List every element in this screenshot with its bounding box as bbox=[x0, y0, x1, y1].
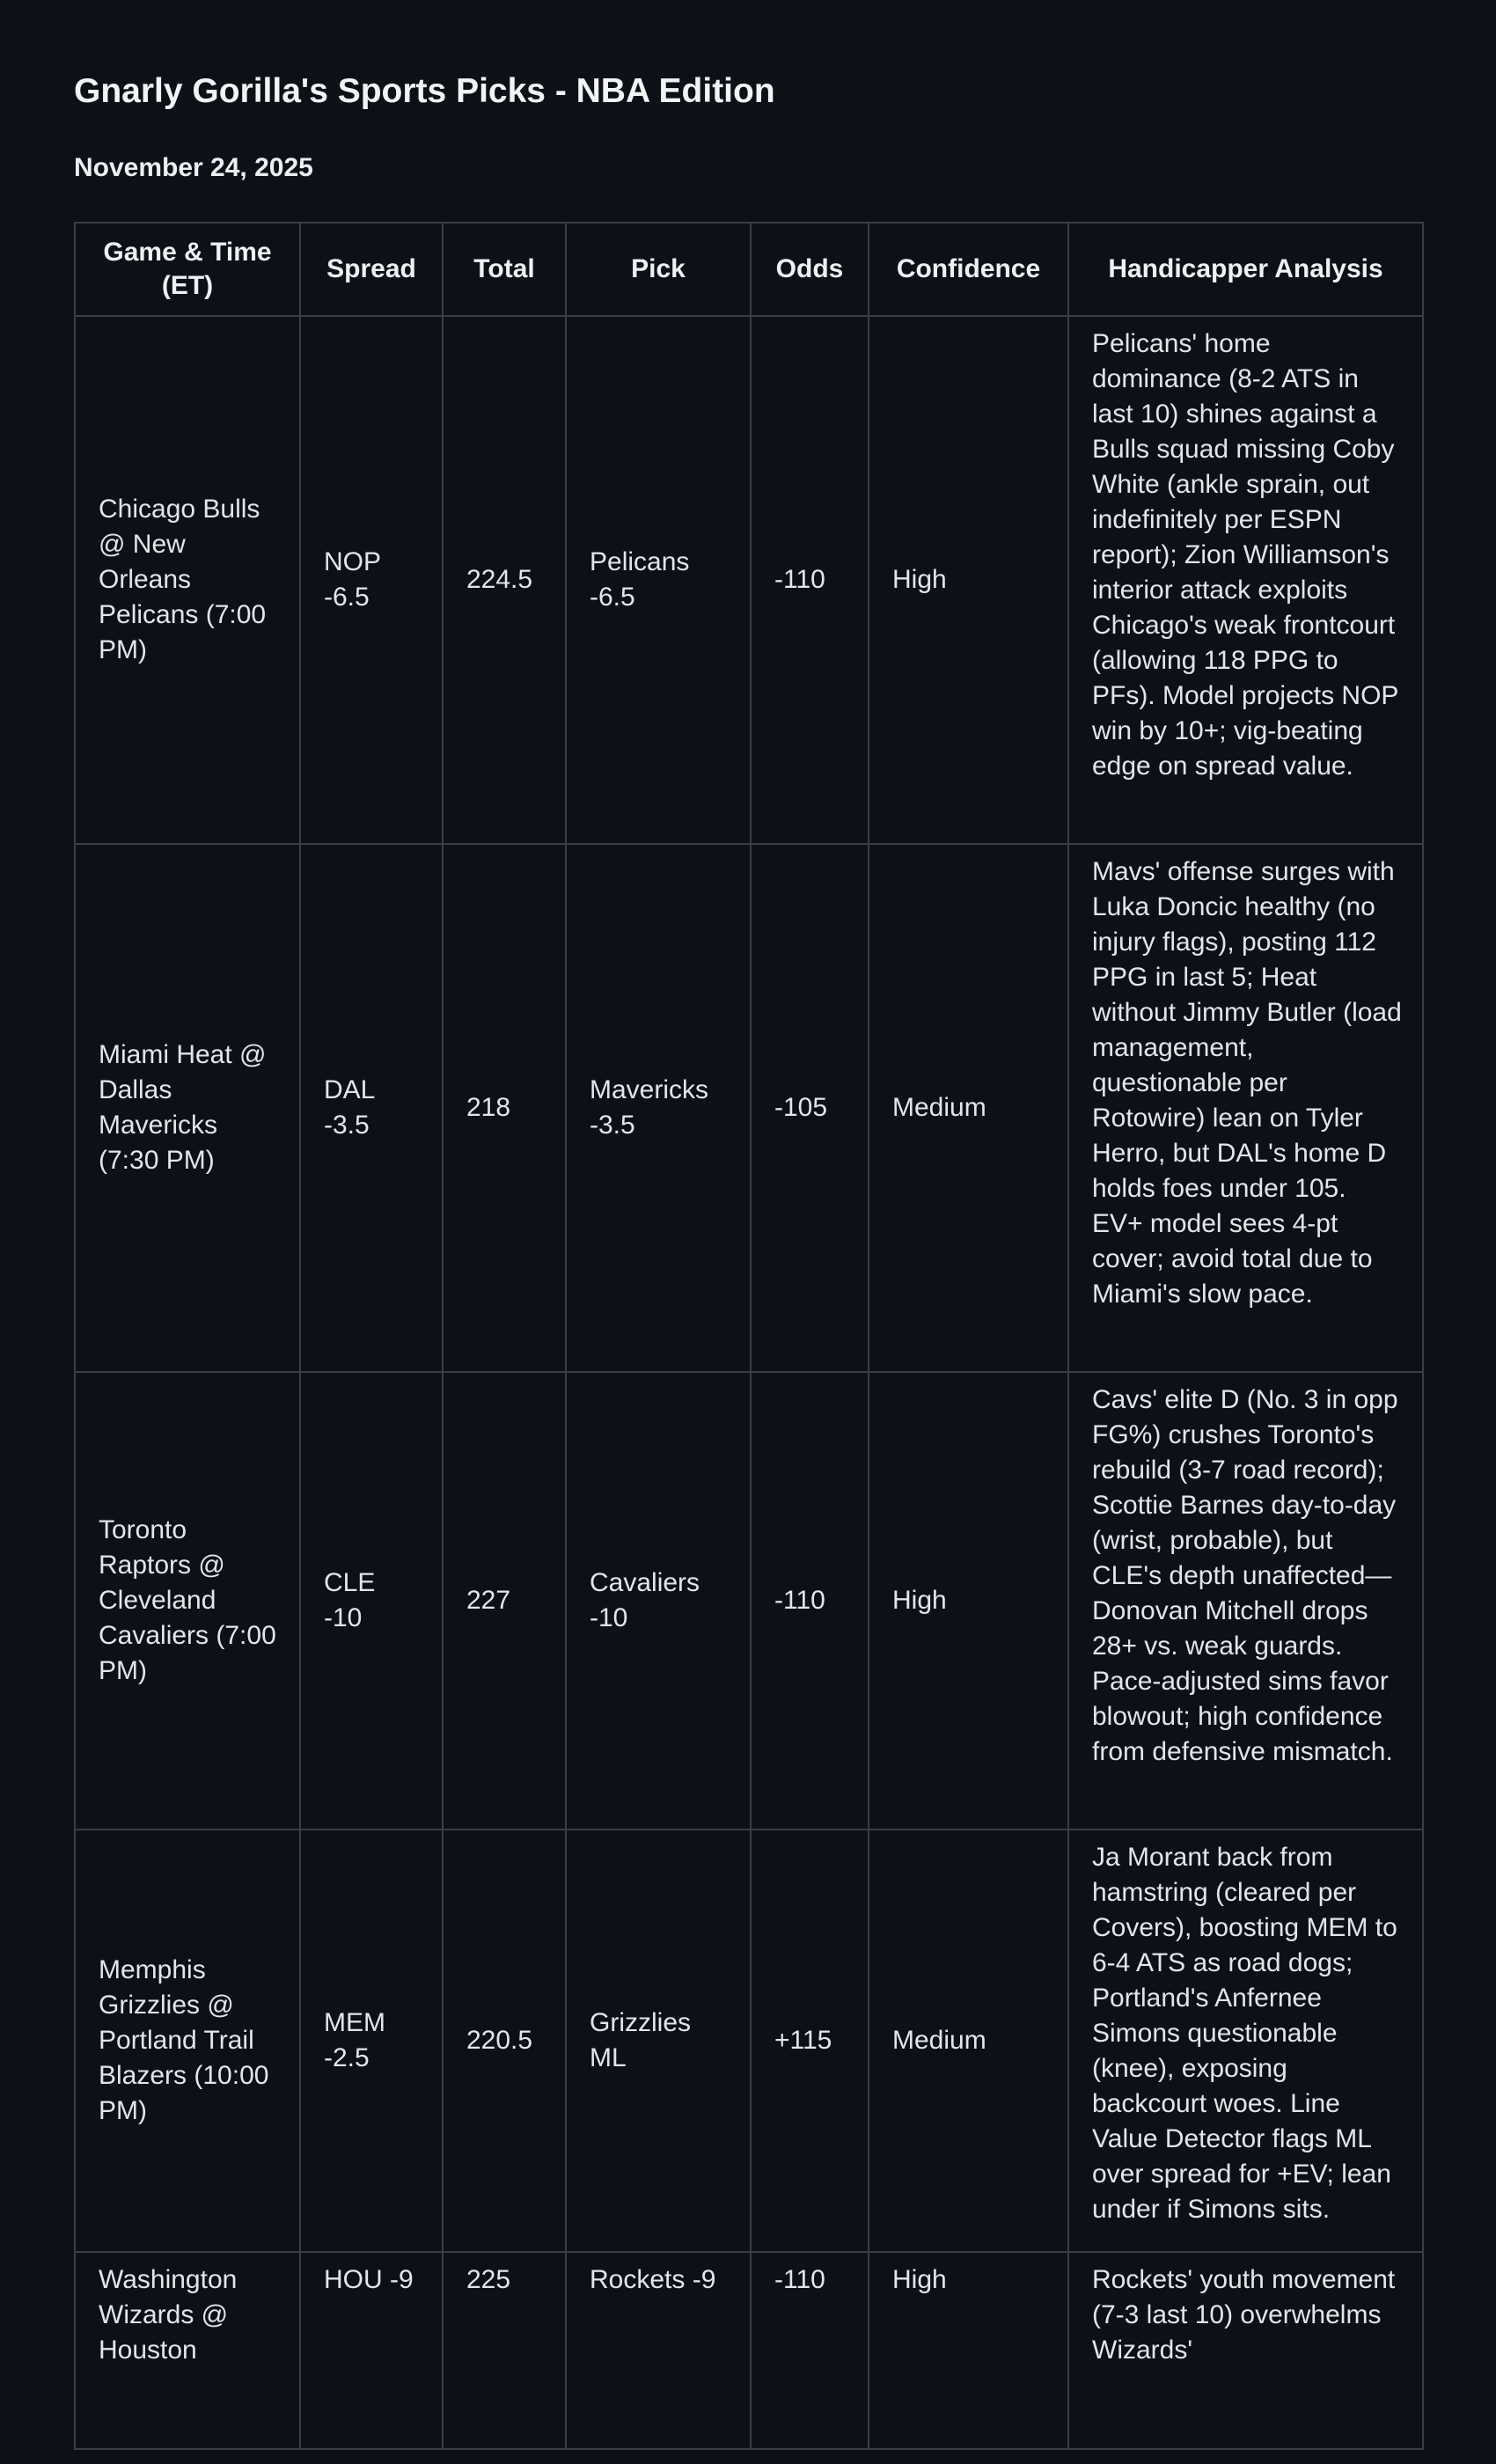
cell-odds: -110 bbox=[751, 1372, 869, 1830]
cell-pick: Cavaliers -10 bbox=[566, 1372, 751, 1830]
header-spread: Spread bbox=[300, 223, 443, 316]
cell-odds: -105 bbox=[751, 844, 869, 1372]
cell-game: Memphis Grizzlies @ Portland Trail Blazers (10:00 PM) bbox=[75, 1830, 300, 2252]
cell-spread: CLE -10 bbox=[300, 1372, 443, 1830]
cell-confidence: High bbox=[869, 1372, 1068, 1830]
cell-total: 220.5 bbox=[443, 1830, 566, 2252]
cell-odds: -110 bbox=[751, 316, 869, 844]
header-confidence: Confidence bbox=[869, 223, 1068, 316]
cell-confidence: Medium bbox=[869, 1830, 1068, 2252]
cell-analysis: Cavs' elite D (No. 3 in opp FG%) crushes Toronto's rebuild (3-7 road record); Scottie Barnes day-to-day (wrist, probable), but CLE's depth unaffected—Donovan Mitchell drops 28+ vs. weak guards. Pace-adjusted sims favor blowout; high confidence from defensive mismatch. bbox=[1068, 1372, 1423, 1830]
picks-table bbox=[74, 222, 1424, 2450]
cell-game: Toronto Raptors @ Cleveland Cavaliers (7:00 PM) bbox=[75, 1372, 300, 1830]
table-row bbox=[75, 1830, 1423, 2252]
cell-spread: NOP -6.5 bbox=[300, 316, 443, 844]
cell-total: 227 bbox=[443, 1372, 566, 1830]
cell-pick: Rockets -9 bbox=[566, 2252, 751, 2449]
cell-odds: +115 bbox=[751, 1830, 869, 2252]
table-row bbox=[75, 1372, 1423, 1830]
cell-confidence: Medium bbox=[869, 844, 1068, 1372]
header-game: Game & Time (ET) bbox=[75, 223, 300, 316]
table-header-row bbox=[75, 223, 1423, 316]
header-pick: Pick bbox=[566, 223, 751, 316]
table-row bbox=[75, 2252, 1423, 2449]
cell-odds: -110 bbox=[751, 2252, 869, 2449]
cell-analysis: Mavs' offense surges with Luka Doncic healthy (no injury flags), posting 112 PPG in last 5; Heat without Jimmy Butler (load management, questionable per Rotowire) lean on Tyler Herro, but DAL's home D holds foes under 105. EV+ model sees 4-pt cover; avoid total due to Miami's slow pace. bbox=[1068, 844, 1423, 1372]
cell-analysis: Pelicans' home dominance (8-2 ATS in last 10) shines against a Bulls squad missing Coby White (ankle sprain, out indefinitely per ESPN report); Zion Williamson's interior attack exploits Chicago's weak frontcourt (allowing 118 PPG to PFs). Model projects NOP win by 10+; vig-beating edge on spread value. bbox=[1068, 316, 1423, 844]
cell-spread: DAL -3.5 bbox=[300, 844, 443, 1372]
cell-game: Washington Wizards @ Houston bbox=[75, 2252, 300, 2449]
page-date: November 24, 2025 bbox=[74, 153, 313, 182]
cell-total: 224.5 bbox=[443, 316, 566, 844]
cell-total: 218 bbox=[443, 844, 566, 1372]
cell-analysis: Ja Morant back from hamstring (cleared per Covers), boosting MEM to 6-4 ATS as road dogs; Portland's Anfernee Simons questionable (knee), exposing backcourt woes. Line Value Detector flags ML over spread for +EV; lean under if Simons sits. bbox=[1068, 1830, 1423, 2252]
cell-game: Miami Heat @ Dallas Mavericks (7:30 PM) bbox=[75, 844, 300, 1372]
table-row bbox=[75, 316, 1423, 844]
header-analysis: Handicapper Analysis bbox=[1068, 223, 1423, 316]
cell-pick: Grizzlies ML bbox=[566, 1830, 751, 2252]
cell-spread: MEM -2.5 bbox=[300, 1830, 443, 2252]
cell-spread: HOU -9 bbox=[300, 2252, 443, 2449]
header-odds: Odds bbox=[751, 223, 869, 316]
cell-confidence: High bbox=[869, 316, 1068, 844]
cell-game: Chicago Bulls @ New Orleans Pelicans (7:00 PM) bbox=[75, 316, 300, 844]
cell-confidence: High bbox=[869, 2252, 1068, 2449]
cell-pick: Mavericks -3.5 bbox=[566, 844, 751, 1372]
header-total: Total bbox=[443, 223, 566, 316]
cell-analysis: Rockets' youth movement (7-3 last 10) overwhelms Wizards' bbox=[1068, 2252, 1423, 2449]
cell-total: 225 bbox=[443, 2252, 566, 2449]
cell-pick: Pelicans -6.5 bbox=[566, 316, 751, 844]
table-row bbox=[75, 844, 1423, 1372]
page-title: Gnarly Gorilla's Sports Picks - NBA Edition bbox=[74, 72, 775, 110]
